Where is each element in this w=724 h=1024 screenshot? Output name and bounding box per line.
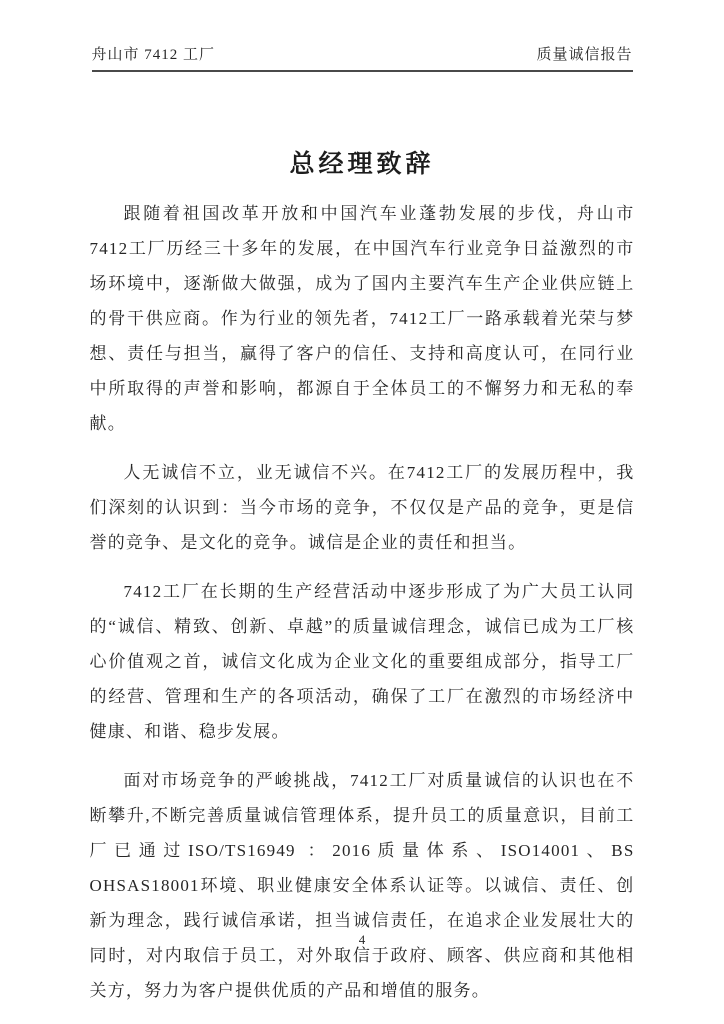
paragraph: 7412工厂在长期的生产经营活动中逐步形成了为广大员工认同的“诚信、精致、创新、卓越”的质量诚信理念，诚信已成为工厂核心价值观之首，诚信文化成为企业文化的重要组成部分，指导工厂的经营、管理和生产的各项活动，确保了工厂在激烈的市场经济中健康、和谐、稳步发展。 bbox=[89, 582, 635, 741]
header-right-text: 质量诚信报告 bbox=[536, 47, 633, 63]
page-title: 总经理致辞 bbox=[289, 150, 435, 178]
body-paragraphs bbox=[90, 196, 635, 1008]
paragraph: 人无诚信不立，业无诚信不兴。在7412工厂的发展历程中，我们深刻的认识到：当今市场的竞争，不仅仅是产品的竞争，更是信誉的竞争、是文化的竞争。诚信是企业的责任和担当。 bbox=[89, 463, 635, 552]
page-footer bbox=[0, 932, 724, 948]
paragraph: 跟随着祖国改革开放和中国汽车业蓬勃发展的步伐，舟山市7412工厂历经三十多年的发展，在中国汽车行业竞争日益激烈的市场环境中，逐渐做大做强，成为了国内主要汽车生产企业供应链上的骨干供应商。作为行业的领先者，7412工厂一路承载着光荣与梦想、责任与担当，赢得了客户的信任、支持和高度认可，在同行业中所取得的声誉和影响，都源自于全体员工的不懈努力和无私的奉献。 bbox=[89, 204, 635, 433]
page-header bbox=[92, 0, 633, 72]
page-number: 4 bbox=[358, 932, 366, 947]
header-left-text: 舟山市 7412 工厂 bbox=[91, 47, 216, 63]
paragraph: 面对市场竞争的严峻挑战，7412工厂对质量诚信的认识也在不断攀升,不断完善质量诚信管理体系，提升员工的质量意识，目前工厂已通过ISO/TS16949 ：2016质量体系、ISO14001、BS OHSAS18001环境、职业健康安全体系认证等。以诚信、责任、创新为理念，践行诚信承诺，担当诚信责任，在追求企业发展壮大的同时，对内取信于员工，对外取信于政府、顾客、供应商和其他相关方，努力为客户提供优质的产品和增值的服务。 bbox=[89, 771, 635, 1000]
